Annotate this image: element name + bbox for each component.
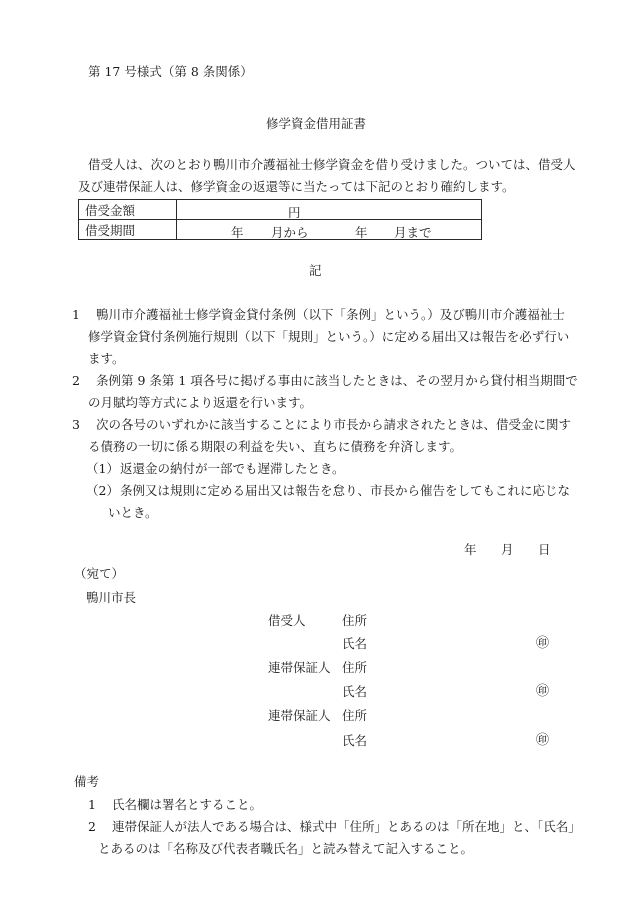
item-1-line-1: 鴨川市介護福祉士修学資金貸付条例（以下「条例」という。）及び鴨川市介護福祉士	[96, 307, 565, 322]
note-2-line-1: 連帯保証人が法人である場合は、様式中「住所」とあるのは「所在地」と、「氏名」	[112, 819, 581, 834]
signer-role: 借受人	[268, 613, 306, 628]
signer-role: 連帯保証人	[268, 708, 331, 723]
subitem-2-line-1: 条例又は規則に定める届出又は報告を怠り、市長から催告をしてもこれに応じな	[120, 483, 571, 498]
name-label: 氏名	[342, 684, 368, 699]
loan-period-label: 借受期間	[79, 220, 177, 240]
form-number: 第 17 号様式（第 8 条関係）	[88, 64, 253, 79]
name-label: 氏名	[342, 733, 368, 748]
seal-icon: ㊞	[536, 636, 550, 651]
period-year-until: 年	[355, 225, 368, 240]
item-3-line-2: る債務の一切に係る期限の利益を失い、直ちに債務を弁済します。	[88, 439, 463, 454]
item-number: 3	[72, 417, 80, 432]
item-3-line-1: 次の各号のいずれかに該当することにより市長から請求されたときは、借受金に関す	[96, 417, 572, 432]
seal-icon: ㊞	[536, 733, 550, 748]
intro-line-2: 及び連帯保証人は、修学資金の返還等に当たっては下記のとおり確約します。	[78, 179, 515, 194]
signer-role: 連帯保証人	[268, 660, 331, 675]
table-row	[79, 200, 482, 220]
address-label: 住所	[342, 613, 368, 628]
item-2-line-2: の月賦均等方式により返還を行います。	[88, 395, 313, 410]
intro-line-1: 借受人は、次のとおり鴨川市介護福祉士修学資金を借り受けました。ついては、借受人	[88, 157, 576, 172]
yen-unit: 円	[288, 205, 301, 220]
date-month: 月	[501, 542, 514, 557]
item-1-line-3: ます。	[88, 351, 125, 366]
period-month-until: 月まで	[394, 225, 432, 240]
note-number: 2	[88, 819, 96, 834]
note-1-line-1: 氏名欄は署名とすること。	[112, 797, 263, 812]
table-row	[79, 220, 482, 240]
document-title: 修学資金借用証書	[266, 116, 367, 131]
seal-icon: ㊞	[536, 684, 550, 699]
date-day: 日	[538, 542, 551, 557]
loan-period-cell	[177, 220, 482, 240]
note-number: 1	[88, 797, 96, 812]
addressee-mayor: 鴨川市長	[86, 590, 137, 605]
subitem-1-line-1: 返還金の納付が一部でも遅滞したとき。	[120, 461, 345, 476]
subitem-number: （1）	[86, 461, 119, 476]
item-2-line-1: 条例第 9 条第 1 項各号に掲げる事由に該当したときは、その翌月から貸付相当期間で	[96, 373, 578, 388]
address-label: 住所	[342, 660, 368, 675]
loan-amount-label: 借受金額	[79, 200, 177, 220]
notes-heading: 備考	[74, 774, 100, 789]
date-year: 年	[464, 542, 477, 557]
subitem-number: （2）	[86, 483, 119, 498]
period-month-from: 月から	[271, 225, 309, 240]
item-number: 2	[72, 373, 80, 388]
ki-heading: 記	[309, 263, 322, 278]
item-number: 1	[72, 307, 80, 322]
name-label: 氏名	[342, 636, 368, 651]
addressee-ate: （宛て）	[74, 566, 125, 581]
loan-info-table	[78, 199, 482, 240]
note-2-line-2: とあるのは「名称及び代表者職氏名」と読み替えて記入すること。	[98, 841, 474, 856]
address-label: 住所	[342, 708, 368, 723]
period-year-from: 年	[231, 225, 244, 240]
item-1-line-2: 修学資金貸付条例施行規則（以下「規則」という。）に定める届出又は報告を必ず行い	[88, 329, 570, 344]
subitem-2-line-2: いとき。	[108, 505, 158, 520]
loan-amount-cell	[177, 200, 482, 220]
